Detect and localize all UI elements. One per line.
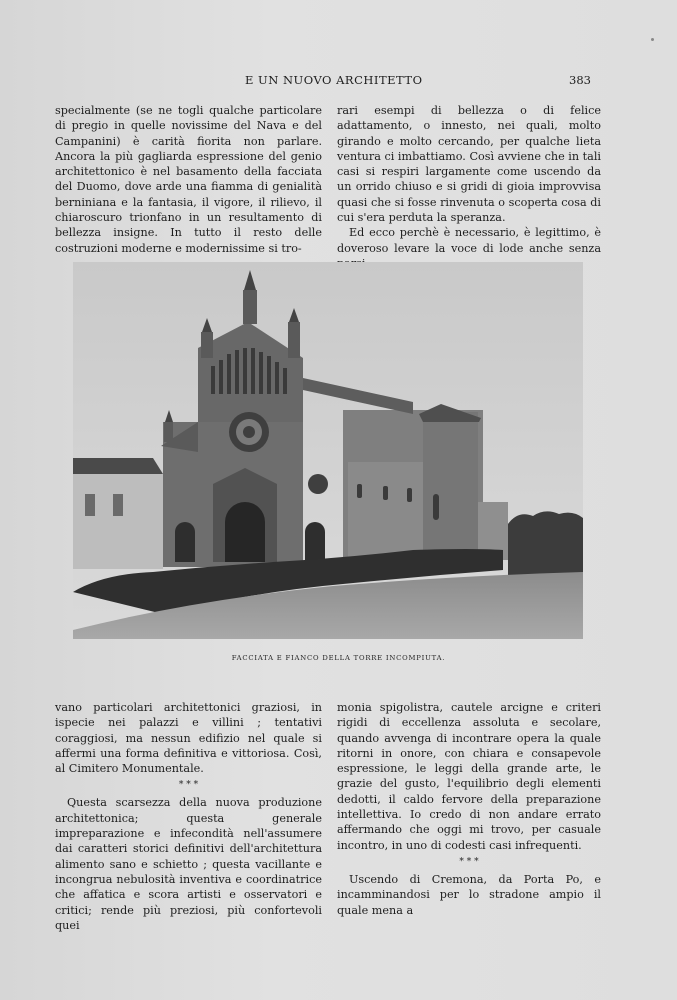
page-number: 383 — [569, 73, 591, 87]
paragraph: Ed ecco perchè è necessario, è legittimo, è doveroso levare la voce di lode anche senza — [337, 226, 601, 255]
section-separator: * * * — [178, 780, 199, 791]
paragraph: Uscendo di Cremona, da Porta Po, e incamminandosi per lo stradone ampio il quale mena a — [337, 872, 601, 917]
running-header — [0, 73, 677, 89]
section-separator: * * * — [459, 856, 479, 867]
top-right-column — [337, 103, 601, 271]
figure-caption: FACCIATA E FIANCO DELLA TORRE INCOMPIUTA. — [231, 654, 446, 662]
bottom-left-column — [55, 700, 322, 933]
photo-illustration — [73, 262, 583, 639]
paragraph: Questa scarsezza della nuova produzione architettonica; questa generale impreparazione e infecondità nell'assumere dai caratteri storici definitivi dell'architettura alimento sano e schietto ; questa vacillante e incongrua nebulosità inventiva e coordinatrice che affatica e scora artisti e osservatori e critici; rende più preziosi, più confortevoli quei — [55, 796, 322, 932]
paragraph: rari esempi di bellezza o di felice adattamento, o innesto, nei quali, molto girando e molto cercando, per qualche lieta ventura ci imbattiamo. Così avviene che in tali casi si respiri largamente come uscendo da un orrido chiuso e si gridi di gioia improvvisa quasi che si fosse rinvenuta o scoperta cosa di cui s'era perduta la speranza. — [337, 104, 601, 225]
paper-speck — [651, 38, 654, 41]
paragraph: vano particolari architettonici graziosi, in ispecie nei palazzi e villini ; tentativi coraggiosi, ma nessun edifizio nel quale si affermi una forma definitiva e vittoriosa. Così, al Cimitero Monumentale. — [55, 701, 322, 776]
running-title: E UN NUOVO ARCHITETTO — [245, 73, 423, 87]
bottom-right-column — [337, 700, 601, 918]
top-left-column — [55, 103, 322, 256]
church-photograph — [73, 262, 583, 639]
paragraph: specialmente (se ne togli qualche particolare di pregio in quelle novissime del Nava e del Campanini) è carità fiorita non parlare. Ancora la più gagliarda espressione del genio architettonico è nel basamento della facciata del Duomo, dove arde una fiamma di genialità berniniana e la fantasia, il vigore, il rilievo, il chiaroscuro trionfano in un resultamento di bellezza insigne. In tutto il resto delle costruzioni moderne e modernissime si tro- — [55, 104, 322, 255]
paragraph: monia spigolistra, cautele arcigne e criteri rigidi di eccellenza assoluta e secolare, quando avvenga di incontrare opera la quale ritorni in onore, con chiara e consapevole espressione, le leggi della grande arte, le grazie del gusto, l'equilibrio degli elementi dedotti, il caldo fervore della preparazione intellettiva. Io credo di non andare errato affermando che oggi mi trovo, per casuale incontro, in uno di codesti casi infrequenti. — [337, 701, 601, 852]
